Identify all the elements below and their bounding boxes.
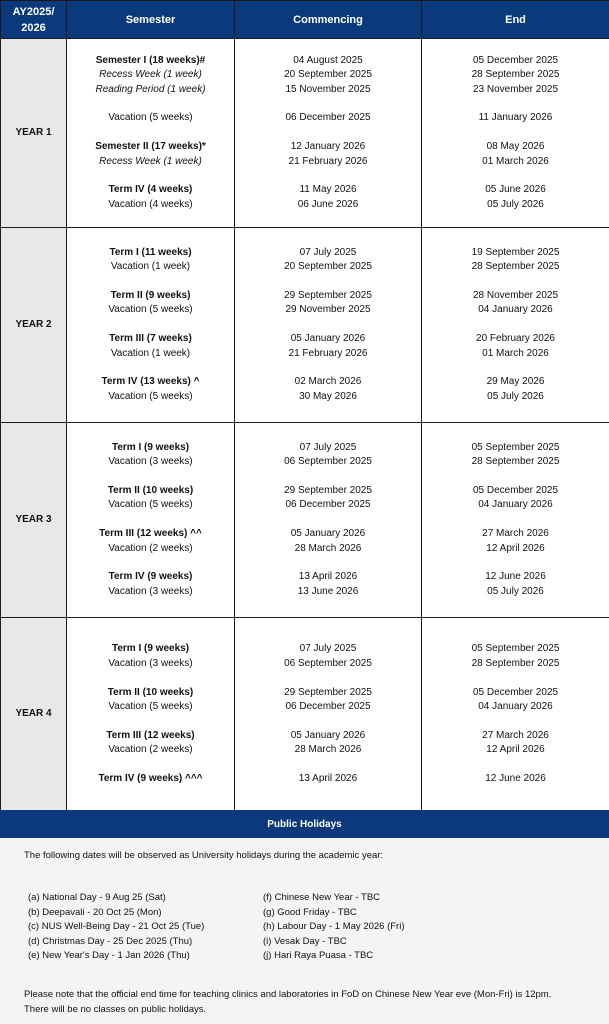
year-label: YEAR 2 (1, 228, 67, 423)
group-spacer (235, 513, 421, 527)
group-spacer (235, 97, 421, 111)
end-date: 12 April 2026 (486, 542, 545, 554)
group-spacer (422, 758, 609, 772)
commencing-header: Commencing (235, 1, 422, 39)
commencing-cell (235, 618, 422, 812)
end-date: 27 March 2026 (482, 729, 549, 741)
group-spacer (422, 169, 609, 183)
start-date: 06 June 2026 (297, 198, 359, 210)
start-date: 29 September 2025 (284, 484, 372, 496)
end-date: 28 September 2025 (471, 456, 560, 468)
period-name: Vacation (1 week) (110, 261, 191, 273)
end-date: 01 March 2026 (482, 347, 549, 359)
period-name: Term II (10 weeks) (107, 484, 194, 496)
holiday-item: (e) New Year's Day - 1 Jan 2026 (Thu) (28, 950, 190, 961)
start-date: 28 March 2026 (294, 744, 362, 756)
end-cell (422, 39, 609, 228)
period-name: Recess Week (1 week) (99, 155, 202, 167)
period-name: Term IV (9 weeks) (108, 571, 193, 583)
end-date: 05 December 2025 (472, 484, 559, 496)
end-date: 05 July 2026 (487, 198, 544, 210)
start-date: 29 September 2025 (284, 289, 372, 301)
academic-year-line2: 2026 (21, 21, 46, 34)
end-date: 27 March 2026 (482, 528, 549, 540)
period-name: Term III (12 weeks) ^^ (99, 528, 202, 540)
end-date: 28 September 2025 (471, 261, 560, 273)
period-name: Term IV (4 weeks) (108, 184, 193, 196)
group-spacer (422, 318, 609, 332)
start-date: 06 December 2025 (285, 499, 371, 511)
table-header-row (1, 1, 609, 39)
group-spacer (422, 275, 609, 289)
group-spacer (422, 513, 609, 527)
holiday-item: (h) Labour Day - 1 May 2026 (Fri) (263, 921, 405, 932)
end-date: 12 April 2026 (486, 744, 545, 756)
period-name: Vacation (4 weeks) (108, 198, 193, 210)
end-cell (422, 423, 609, 618)
commencing-cell (235, 39, 422, 228)
period-name: Reading Period (1 week) (95, 83, 206, 95)
group-spacer (422, 126, 609, 140)
holiday-list-left (28, 891, 204, 964)
period-name: Vacation (3 weeks) (108, 456, 193, 468)
year-label: YEAR 1 (1, 39, 67, 228)
year-row (1, 423, 609, 618)
end-date: 05 June 2026 (485, 184, 546, 196)
start-date: 05 January 2026 (290, 528, 366, 540)
end-date: 05 December 2025 (472, 54, 559, 66)
period-name: Term III (12 weeks) (106, 729, 195, 741)
group-spacer (235, 318, 421, 332)
period-name: Vacation (5 weeks) (108, 112, 193, 124)
period-name: Recess Week (1 week) (99, 69, 202, 81)
period-name: Term I (9 weeks) (111, 643, 190, 655)
end-date: 04 January 2026 (478, 304, 553, 316)
end-date: 12 June 2026 (485, 571, 546, 583)
period-name: Vacation (1 week) (110, 347, 191, 359)
start-date: 13 April 2026 (298, 773, 358, 785)
year-label: YEAR 4 (1, 618, 67, 812)
period-name: Semester II (17 weeks)* (95, 141, 206, 153)
start-date: 11 May 2026 (299, 184, 357, 196)
period-name: Vacation (2 weeks) (108, 542, 193, 554)
group-spacer (235, 671, 421, 685)
start-date: 15 November 2025 (285, 83, 371, 95)
semester-cell (67, 228, 235, 423)
start-date: 20 September 2025 (284, 69, 372, 81)
group-spacer (67, 556, 234, 570)
end-date: 01 March 2026 (482, 155, 549, 167)
period-name: Vacation (5 weeks) (108, 304, 193, 316)
period-name: Vacation (2 weeks) (108, 744, 193, 756)
group-spacer (235, 169, 421, 183)
end-date: 28 September 2025 (471, 69, 560, 81)
group-spacer (422, 361, 609, 375)
start-date: 06 December 2025 (285, 112, 371, 124)
commencing-cell (235, 423, 422, 618)
group-spacer (235, 758, 421, 772)
holiday-item: (b) Deepavali - 20 Oct 25 (Mon) (28, 906, 162, 918)
group-spacer (67, 513, 234, 527)
end-date: 23 November 2025 (472, 83, 559, 95)
start-date: 29 September 2025 (284, 686, 372, 698)
start-date: 21 February 2026 (288, 155, 368, 167)
holiday-item: (a) National Day - 9 Aug 25 (Sat) (28, 892, 166, 903)
end-date: 12 June 2026 (485, 773, 546, 785)
start-date: 02 March 2026 (294, 376, 362, 388)
group-spacer (67, 470, 234, 484)
end-date: 05 September 2025 (471, 441, 560, 453)
start-date: 30 May 2026 (299, 390, 357, 402)
period-name: Term I (11 weeks) (109, 246, 192, 258)
end-date: 28 November 2025 (472, 289, 559, 301)
public-holidays-title: Public Holidays (0, 810, 609, 838)
group-spacer (67, 758, 234, 772)
semester-header: Semester (67, 1, 235, 39)
period-name: Term II (9 weeks) (110, 289, 191, 301)
period-name: Vacation (5 weeks) (108, 701, 193, 713)
start-date: 06 September 2025 (284, 657, 372, 669)
start-date: 21 February 2026 (288, 347, 368, 359)
period-name: Vacation (5 weeks) (108, 390, 193, 402)
academic-year-line1: AY2025/ (12, 5, 55, 18)
period-name: Vacation (5 weeks) (108, 499, 193, 511)
year-label: YEAR 3 (1, 423, 67, 618)
group-spacer (67, 318, 234, 332)
period-name: Semester I (18 weeks)# (95, 54, 206, 66)
end-date: 11 January 2026 (478, 112, 553, 124)
end-date: 05 July 2026 (487, 585, 544, 597)
end-date: 28 September 2025 (471, 657, 560, 669)
start-date: 06 December 2025 (285, 701, 371, 713)
start-date: 04 August 2025 (293, 54, 363, 66)
holiday-item: (f) Chinese New Year - TBC (263, 892, 381, 903)
start-date: 06 September 2025 (284, 456, 372, 468)
start-date: 05 January 2026 (290, 729, 366, 741)
commencing-cell (235, 228, 422, 423)
end-date: 20 February 2026 (476, 333, 555, 345)
academic-year-header (1, 1, 67, 39)
group-spacer (235, 126, 421, 140)
group-spacer (235, 275, 421, 289)
group-spacer (422, 671, 609, 685)
end-date: 05 December 2025 (472, 686, 559, 698)
start-date: 12 January 2026 (290, 141, 366, 153)
group-spacer (67, 715, 234, 729)
group-spacer (422, 556, 609, 570)
start-date: 20 September 2025 (284, 261, 372, 273)
group-spacer (67, 361, 234, 375)
group-spacer (235, 556, 421, 570)
start-date: 13 April 2026 (298, 571, 358, 583)
period-name: Term III (7 weeks) (109, 333, 192, 345)
start-date: 29 November 2025 (285, 304, 371, 316)
holiday-item: (d) Christmas Day - 25 Dec 2025 (Thu) (28, 935, 193, 947)
period-name: Vacation (3 weeks) (108, 657, 193, 669)
year-row (1, 39, 609, 228)
public-holidays-note (24, 987, 551, 1017)
start-date: 28 March 2026 (294, 542, 362, 554)
start-date: 07 July 2025 (299, 441, 357, 453)
period-name: Term IV (9 weeks) ^^^ (98, 773, 203, 785)
year-row (1, 228, 609, 423)
group-spacer (422, 470, 609, 484)
end-header: End (422, 1, 609, 39)
public-holidays-intro: The following dates will be observed as University holidays during the academic year: (24, 850, 384, 861)
semester-cell (67, 618, 235, 812)
group-spacer (67, 97, 234, 111)
group-spacer (67, 671, 234, 685)
note-line-1: Please note that the official end time for teaching clinics and laboratories in FoD on Chinese New Year eve (Mon-Fri) is 12pm. (24, 989, 552, 1000)
end-date: 29 May 2026 (486, 376, 545, 388)
end-date: 19 September 2025 (471, 246, 560, 258)
group-spacer (422, 715, 609, 729)
period-name: Vacation (3 weeks) (108, 585, 193, 597)
end-cell (422, 228, 609, 423)
start-date: 07 July 2025 (299, 246, 357, 258)
end-date: 04 January 2026 (478, 499, 553, 511)
group-spacer (67, 126, 234, 140)
end-date: 05 July 2026 (487, 390, 544, 402)
group-spacer (235, 715, 421, 729)
end-date: 04 January 2026 (478, 701, 553, 713)
holiday-list-right (263, 891, 405, 964)
group-spacer (235, 470, 421, 484)
start-date: 05 January 2026 (290, 333, 366, 345)
end-date: 08 May 2026 (486, 141, 545, 153)
period-name: Term IV (13 weeks) ^ (101, 376, 200, 388)
holiday-item: (g) Good Friday - TBC (263, 906, 357, 918)
note-line-2: There will be no classes on public holidays. (24, 1004, 207, 1015)
start-date: 13 June 2026 (297, 585, 359, 597)
group-spacer (67, 169, 234, 183)
group-spacer (235, 361, 421, 375)
start-date: 07 July 2025 (299, 643, 357, 655)
holiday-item: (j) Hari Raya Puasa - TBC (263, 950, 374, 961)
holiday-item: (i) Vesak Day - TBC (263, 935, 347, 947)
public-holidays-panel (0, 838, 609, 1024)
end-date: 05 September 2025 (471, 643, 560, 655)
period-name: Term II (10 weeks) (107, 686, 194, 698)
semester-cell (67, 39, 235, 228)
group-spacer (422, 97, 609, 111)
year-row (1, 618, 609, 812)
holiday-item: (c) NUS Well-Being Day - 21 Oct 25 (Tue) (28, 921, 205, 932)
period-name: Term I (9 weeks) (111, 441, 190, 453)
end-cell (422, 618, 609, 812)
semester-cell (67, 423, 235, 618)
group-spacer (67, 275, 234, 289)
